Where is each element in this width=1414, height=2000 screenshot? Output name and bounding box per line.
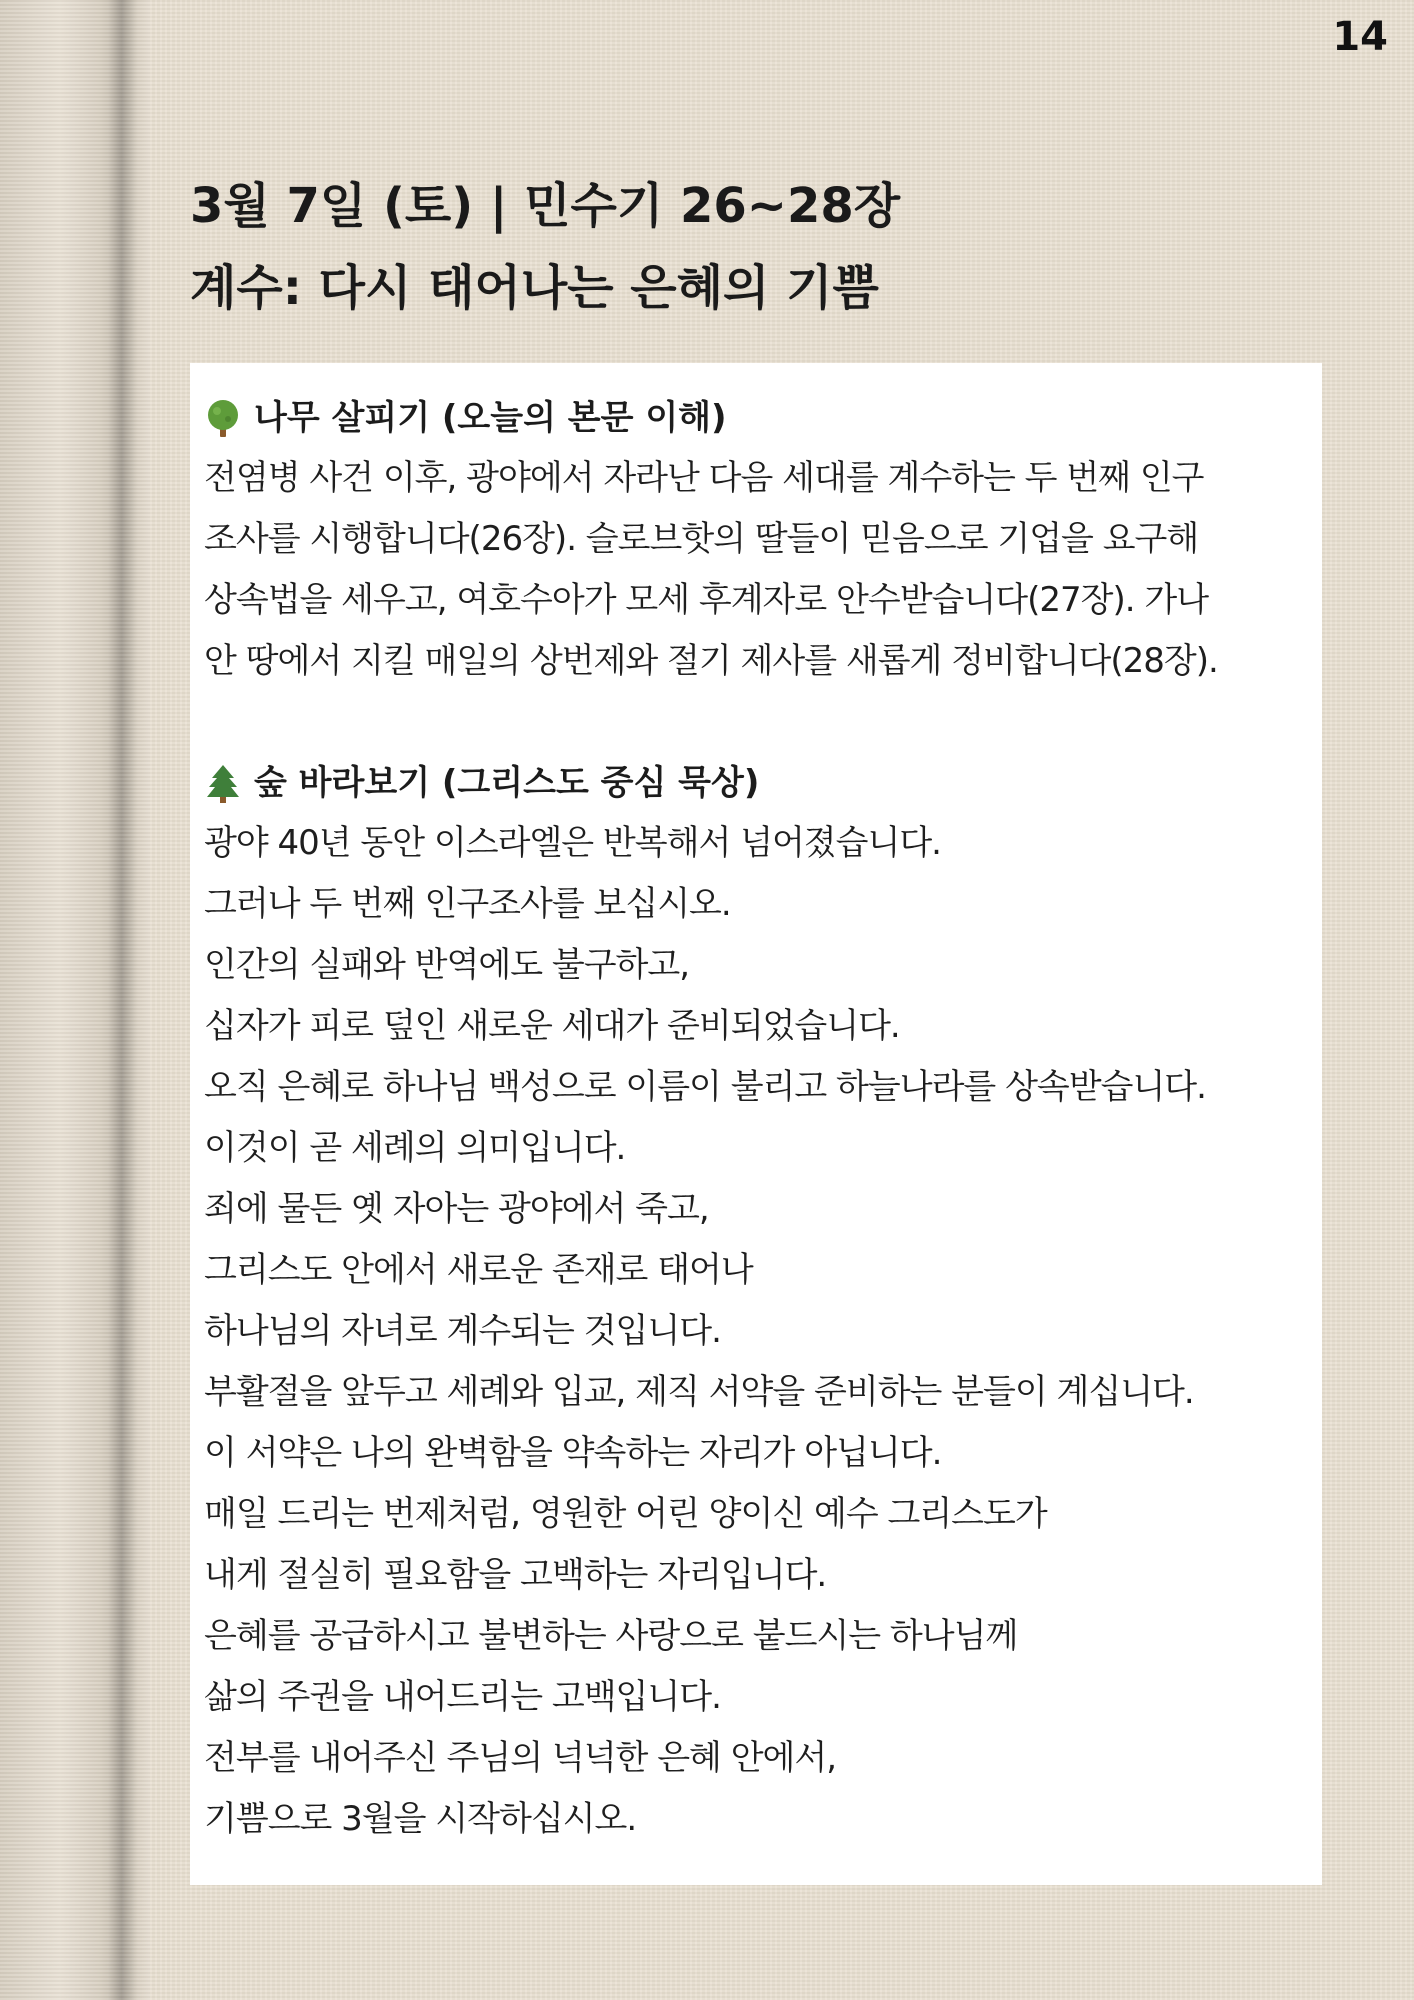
text-line: 십자가 피로 덮인 새로운 세대가 준비되었습니다.: [204, 1006, 900, 1046]
text-line: 전부를 내어주신 주님의 넉넉한 은혜 안에서,: [204, 1738, 837, 1778]
text-line: 그러나 두 번째 인구조사를 보십시오.: [204, 884, 731, 924]
text-line: 부활절을 앞두고 세례와 입교, 제직 서약을 준비하는 분들이 계십니다.: [204, 1372, 1194, 1412]
book-spine-ridge: [108, 0, 138, 2000]
content-card: [190, 363, 1322, 1885]
text-line: 은혜를 공급하시고 불변하는 사랑으로 붙드시는 하나님께: [204, 1616, 1018, 1656]
section-heading-label: 나무 살피기 (오늘의 본문 이해): [254, 398, 727, 438]
text-line: 인간의 실패와 반역에도 불구하고,: [204, 945, 690, 985]
text-line: 이 서약은 나의 완벽함을 약속하는 자리가 아닙니다.: [204, 1433, 942, 1473]
text-line: 내게 절실히 필요함을 고백하는 자리입니다.: [204, 1555, 827, 1595]
section-heading-forest: [204, 753, 1314, 813]
content-body: [204, 388, 1314, 1850]
text-line: 그리스도 안에서 새로운 존재로 태어나: [204, 1250, 753, 1290]
page-number: 14: [1332, 14, 1388, 60]
text-line: 안 땅에서 지킬 매일의 상번제와 절기 제사를 새롭게 정비합니다(28장).: [204, 641, 1218, 681]
text-line: 죄에 물든 옛 자아는 광야에서 죽고,: [204, 1189, 709, 1229]
page-title: 3월 7일 (토) | 민수기 26~28장: [190, 178, 901, 234]
text-line: 오직 은혜로 하나님 백성으로 이름이 불리고 하늘나라를 상속받습니다.: [204, 1067, 1206, 1107]
section-spacer: [204, 692, 1314, 753]
text-line: 매일 드리는 번제처럼, 영원한 어린 양이신 예수 그리스도가: [204, 1494, 1047, 1534]
text-line: 삶의 주권을 내어드리는 고백입니다.: [204, 1677, 721, 1717]
deciduous-tree-icon: [204, 398, 242, 438]
evergreen-tree-icon: [204, 763, 242, 803]
text-line: 전염병 사건 이후, 광야에서 자라난 다음 세대를 계수하는 두 번째 인구: [204, 458, 1204, 498]
section-heading-tree: [204, 388, 1314, 448]
text-line: 이것이 곧 세례의 의미입니다.: [204, 1128, 626, 1168]
section-heading-label: 숲 바라보기 (그리스도 중심 묵상): [254, 763, 760, 803]
text-line: 광야 40년 동안 이스라엘은 반복해서 넘어졌습니다.: [204, 823, 941, 863]
text-line: 기쁨으로 3월을 시작하십시오.: [204, 1799, 637, 1839]
text-line: 하나님의 자녀로 계수되는 것입니다.: [204, 1311, 721, 1351]
page-subtitle: 계수: 다시 태어나는 은혜의 기쁨: [190, 260, 879, 316]
text-line: 상속법을 세우고, 여호수아가 모세 후계자로 안수받습니다(27장). 가나: [204, 580, 1209, 620]
text-line: 조사를 시행합니다(26장). 슬로브핫의 딸들이 믿음으로 기업을 요구해: [204, 519, 1199, 559]
